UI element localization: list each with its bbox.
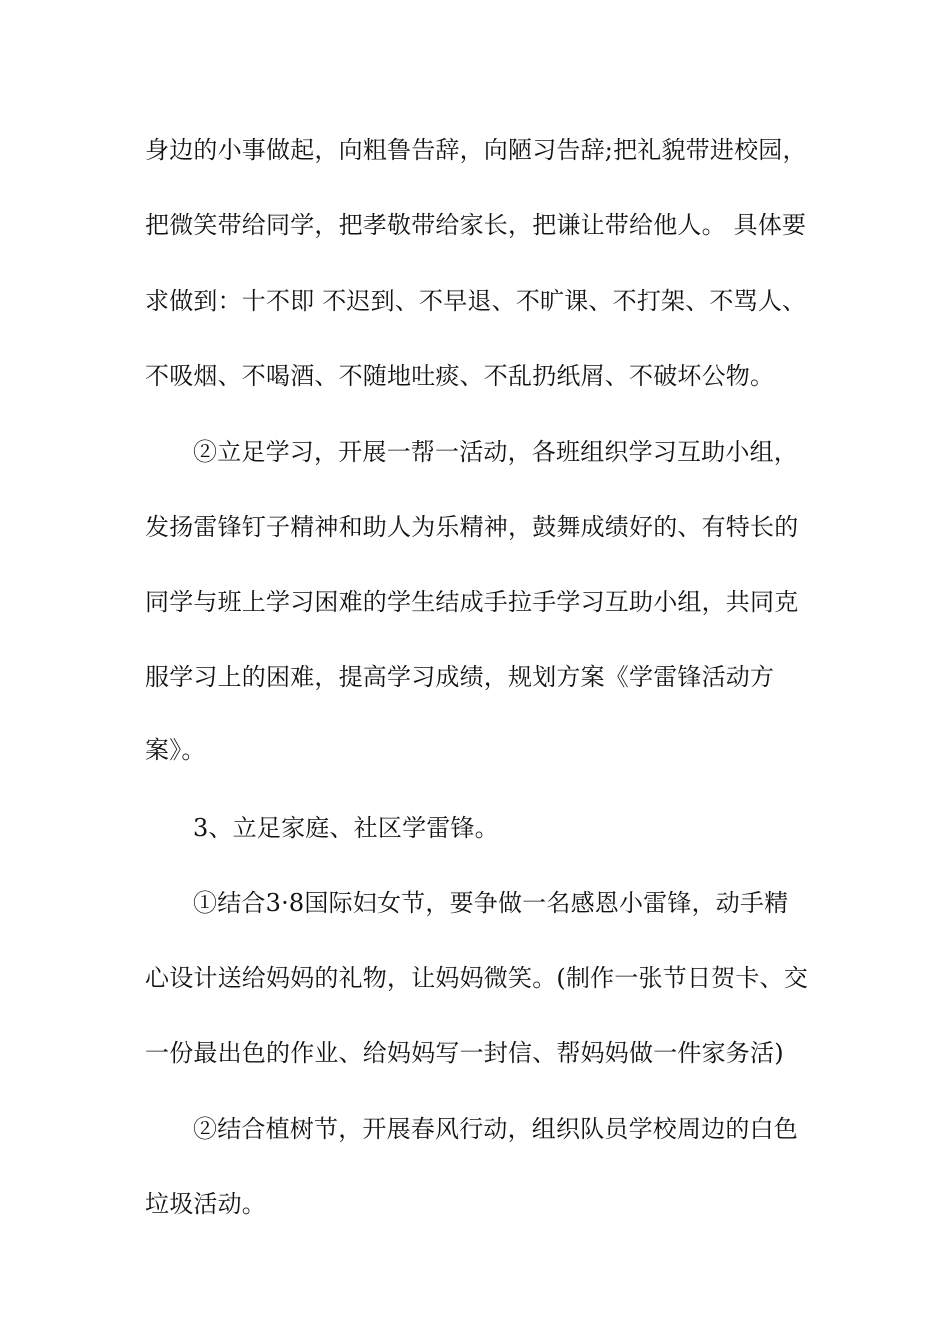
text-line-12: 心设计送给妈妈的礼物，让妈妈微笑。(制作一张节日贺卡、交 xyxy=(145,964,808,992)
text-line-8: 服学习上的困难，提高学习成绩，规划方案《学雷锋活动方 xyxy=(145,663,775,691)
text-line-7: 同学与班上学习困难的学生结成手拉手学习互助小组，共同克 xyxy=(145,588,799,616)
text-line-2: 把微笑带给同学，把孝敬带给家长，把谦让带给他人。 具体要 xyxy=(145,211,807,239)
text-line-3: 求做到：十不即 不迟到、不早退、不旷课、不打架、不骂人、 xyxy=(145,287,807,315)
text-line-13: 一份最出色的作业、给妈妈写一封信、帮妈妈做一件家务活) xyxy=(145,1039,784,1067)
text-line-9: 案》。 xyxy=(145,736,206,764)
text-line-4: 不吸烟、不喝酒、不随地吐痰、不乱扔纸屑、不破坏公物。 xyxy=(145,362,775,390)
paragraph-womens-day-start: ①结合3·8国际妇女节，要争做一名感恩小雷锋，动手精 xyxy=(193,889,789,917)
text-line-1: 身边的小事做起，向粗鲁告辞，向陋习告辞;把礼貌带进校园， xyxy=(145,136,807,164)
text-line-15: 垃圾活动。 xyxy=(145,1190,266,1218)
section-heading-3: 3、立足家庭、社区学雷锋。 xyxy=(193,814,499,842)
paragraph-study-start: ②立足学习，开展一帮一活动，各班组织学习互助小组， xyxy=(193,438,798,466)
paragraph-arbor-day-start: ②结合植树节，开展春风行动，组织队员学校周边的白色 xyxy=(193,1115,798,1143)
text-line-6: 发扬雷锋钉子精神和助人为乐精神，鼓舞成绩好的、有特长的 xyxy=(145,513,799,541)
